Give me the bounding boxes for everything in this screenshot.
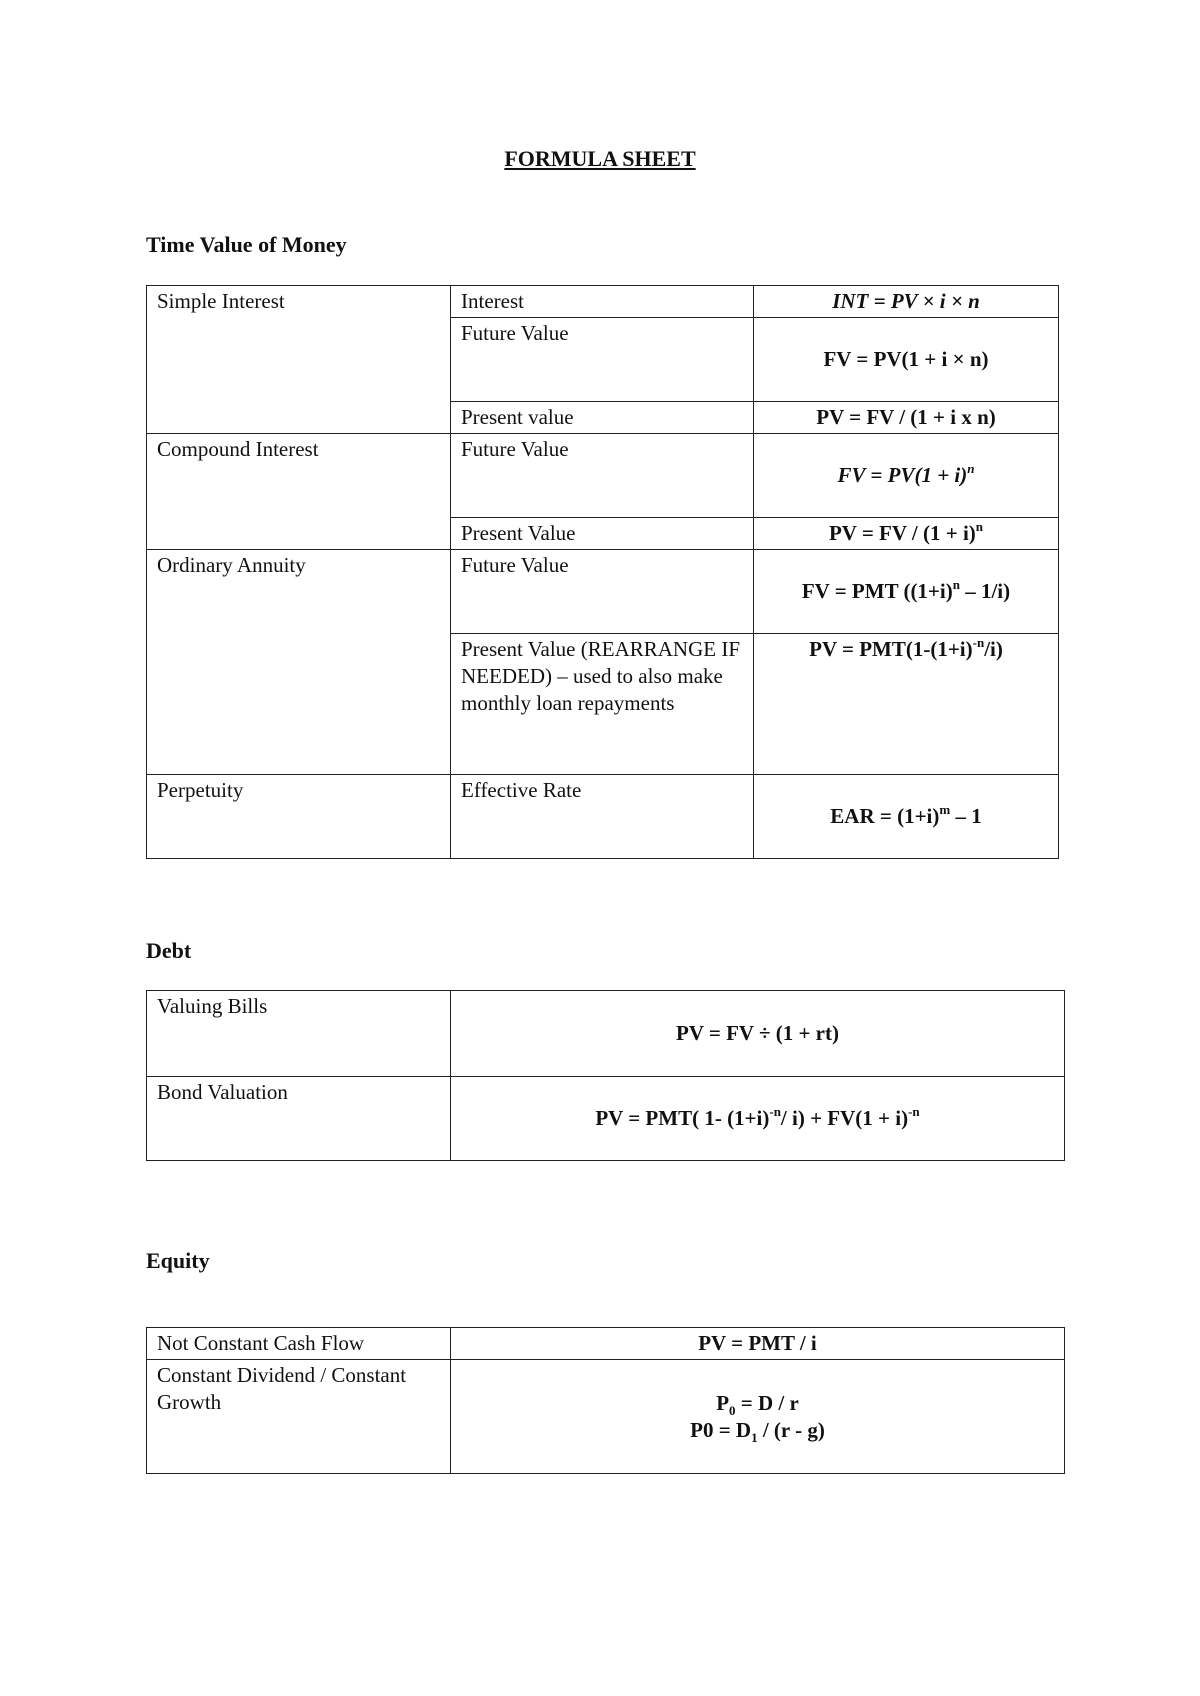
tvm-table <box>146 285 1059 859</box>
cell-present-value: Present Value <box>451 518 754 550</box>
cell-present-value: Present value <box>451 402 754 434</box>
section-heading-tvm: Time Value of Money <box>146 232 347 257</box>
row-label-compound-interest: Compound Interest <box>147 434 451 550</box>
cell-pv-annuity-label: Present Value (REARRANGE IF NEEDED) – used to also make monthly loan repayments <box>451 634 754 775</box>
formula-int: INT = PV × i × n <box>754 286 1059 318</box>
cell-future-value: Future Value <box>451 550 754 634</box>
section-heading-equity: Equity <box>146 1248 210 1273</box>
formula-pv-compound: PV = FV / $(1 + i)^n$ <box>754 518 1059 550</box>
formula-fv-compound: FV = $PV(1 + i)^n$ <box>754 434 1059 518</box>
formula-bills: PV = FV ÷ (1 + rt) <box>451 991 1065 1077</box>
page-title: FORMULA SHEET <box>504 146 696 171</box>
cell-future-value: Future Value <box>451 434 754 518</box>
formula-bond: PV = PMT( 1- $(1+i)^{-n}/$ $i) + FV(1 + i)^{-n}$ <box>451 1077 1065 1161</box>
formula-ear: EAR = $(1+i)^m - 1$ <box>754 775 1059 859</box>
formula-fv-simple: FV = PV(1 + i × n) <box>754 318 1059 402</box>
cell-future-value: Future Value <box>451 318 754 402</box>
debt-table <box>146 990 1065 1161</box>
formula-not-constant: PV = PMT / i <box>451 1328 1065 1360</box>
row-label-ordinary-annuity: Ordinary Annuity <box>147 550 451 775</box>
row-label-bond-valuation: Bond Valuation <box>147 1077 451 1161</box>
cell-interest: Interest <box>451 286 754 318</box>
cell-effective-rate: Effective Rate <box>451 775 754 859</box>
row-label-constant-dividend: Constant Dividend / Constant Growth <box>147 1360 451 1474</box>
formula-pv-annuity: PV = $PMT(1-(1+i)^{-n}/i)$ <box>754 634 1059 775</box>
equity-table <box>146 1327 1065 1474</box>
row-label-valuing-bills: Valuing Bills <box>147 991 451 1077</box>
section-heading-debt: Debt <box>146 938 192 963</box>
formula-constant-dividend: $P_0 = D / r$ $P0 = D_1 / (r - g)$ <box>451 1360 1065 1474</box>
formula-fv-annuity: FV = PMT $((1+i)^n - 1/i)$ <box>754 550 1059 634</box>
formula-pv-simple: PV = FV / (1 + i x n) <box>754 402 1059 434</box>
row-label-perpetuity: Perpetuity <box>147 775 451 859</box>
row-label-simple-interest: Simple Interest <box>147 286 451 434</box>
row-label-not-constant: Not Constant Cash Flow <box>147 1328 451 1360</box>
